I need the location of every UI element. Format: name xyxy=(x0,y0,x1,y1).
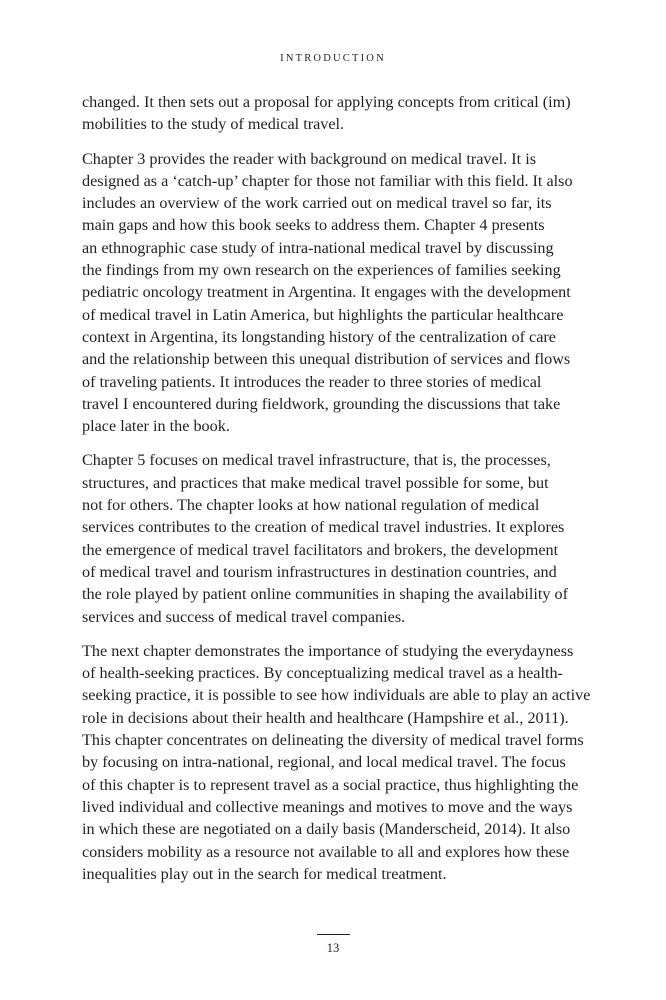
paragraph xyxy=(82,449,592,627)
text-line: services and success of medical travel companies. xyxy=(82,607,406,626)
folio-rule xyxy=(317,934,350,935)
text-line: Chapter 3 provides the reader with background on medical travel. It is xyxy=(82,149,537,168)
text-line: the role played by patient online communities in shaping the availability of xyxy=(82,585,568,604)
text-line: includes an overview of the work carried out on medical travel so far, its xyxy=(82,194,552,213)
text-line: structures, and practices that make medical travel possible for some, but xyxy=(82,473,549,492)
text-line: the findings from my own research on the experiences of families seeking xyxy=(82,261,561,280)
text-line: pediatric oncology treatment in Argentina. It engages with the development xyxy=(82,283,571,302)
paragraph xyxy=(82,91,592,136)
text-line: place later in the book. xyxy=(82,417,230,436)
paragraph xyxy=(82,640,592,885)
text-line: of this chapter is to represent travel as a social practice, thus highlighting the xyxy=(82,775,579,794)
text-line: role in decisions about their health and healthcare (Hampshire et al., 2011). xyxy=(82,708,569,727)
text-line: The next chapter demonstrates the importance of studying the everydayness xyxy=(82,641,574,660)
text-line: of health-seeking practices. By conceptualizing medical travel as a health- xyxy=(82,664,563,683)
running-head: INTRODUCTION xyxy=(280,53,386,64)
paragraph xyxy=(82,148,592,438)
text-line: main gaps and how this book seeks to address them. Chapter 4 presents xyxy=(82,216,545,235)
body-text xyxy=(82,91,592,897)
page-number: 13 xyxy=(326,941,340,955)
text-line: travel I encountered during fieldwork, grounding the discussions that take xyxy=(82,394,561,413)
text-line: lived individual and collective meanings and motives to move and the ways xyxy=(82,797,573,816)
text-line: inequalities play out in the search for medical treatment. xyxy=(82,864,447,883)
text-line: in which these are negotiated on a daily basis (Manderscheid, 2014). It also xyxy=(82,820,571,839)
text-line: and the relationship between this unequal distribution of services and flows xyxy=(82,350,571,369)
text-line: context in Argentina, its longstanding history of the centralization of care xyxy=(82,327,556,346)
text-line: Chapter 5 focuses on medical travel infrastructure, that is, the processes, xyxy=(82,451,551,470)
text-line: of medical travel and tourism infrastructures in destination countries, and xyxy=(82,562,557,581)
text-line: designed as a ‘catch-up’ chapter for those not familiar with this field. It also xyxy=(82,171,573,190)
text-line: by focusing on intra-national, regional, and local medical travel. The focus xyxy=(82,753,566,772)
text-line: the emergence of medical travel facilitators and brokers, the development xyxy=(82,540,559,559)
text-line: of traveling patients. It introduces the reader to three stories of medical xyxy=(82,372,542,391)
text-line: mobilities to the study of medical travel. xyxy=(82,115,345,134)
text-line: of medical travel in Latin America, but highlights the particular healthcare xyxy=(82,305,564,324)
text-line: This chapter concentrates on delineating the diversity of medical travel forms xyxy=(82,731,584,750)
text-line: changed. It then sets out a proposal for applying concepts from critical (im) xyxy=(82,93,571,111)
text-line: seeking practice, it is possible to see how individuals are able to play an active xyxy=(82,686,591,705)
text-line: not for others. The chapter looks at how national regulation of medical xyxy=(82,496,540,515)
text-line: an ethnographic case study of intra-national medical travel by discussing xyxy=(82,238,554,257)
text-line: considers mobility as a resource not available to all and explores how these xyxy=(82,842,570,861)
text-line: services contributes to the creation of medical travel industries. It explores xyxy=(82,518,565,537)
